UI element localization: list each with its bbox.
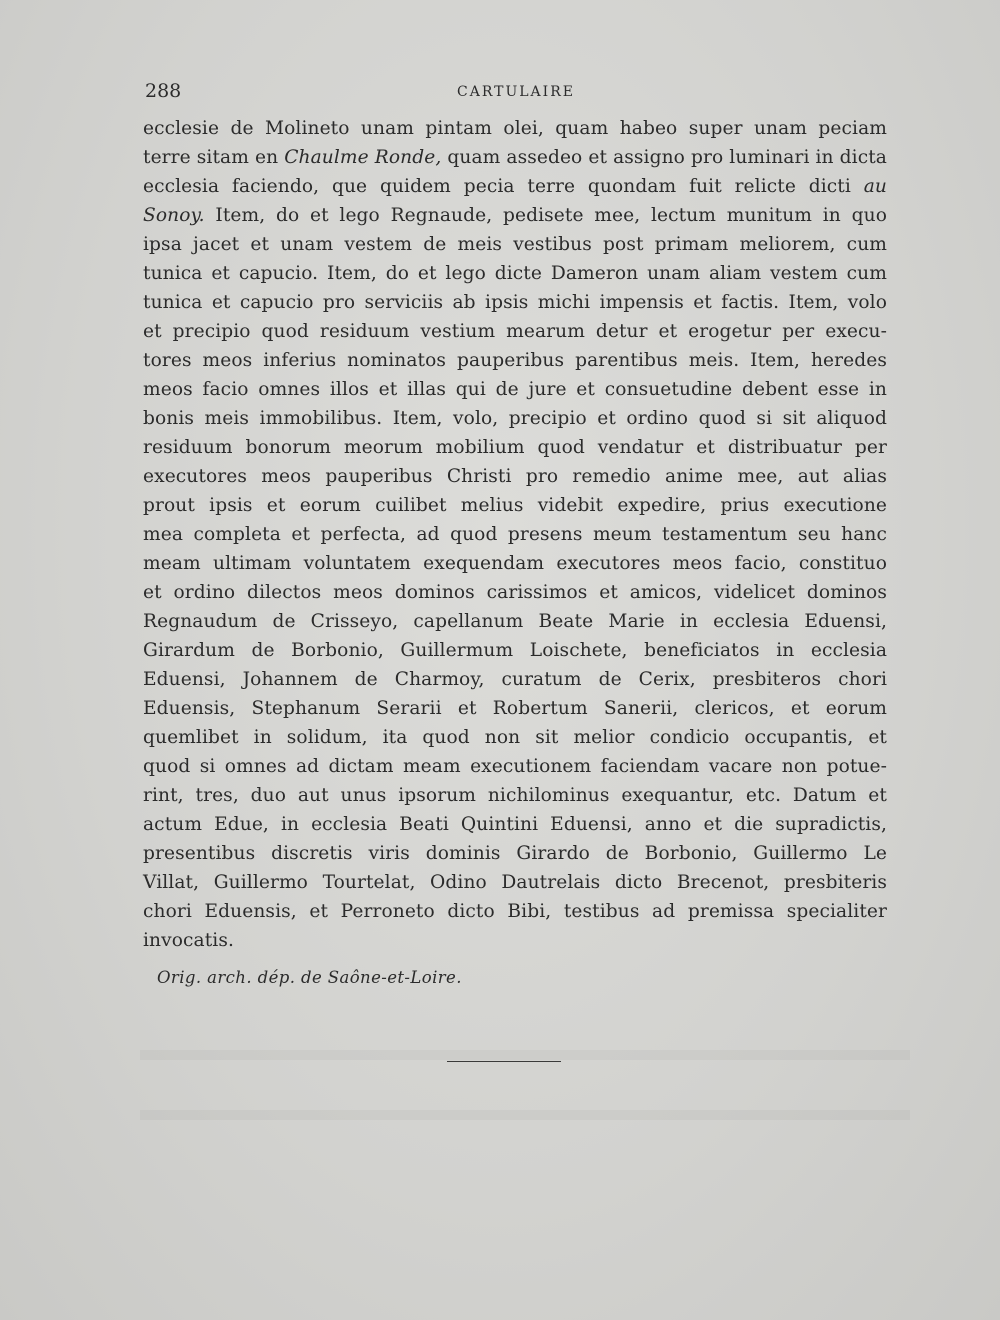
text-line — [143, 897, 887, 926]
text-run: Regnaudum de Crisseyo, capellanum Beate Marie in ecclesia Eduensi, — [143, 611, 887, 632]
text-line — [143, 462, 887, 491]
text-line — [143, 114, 887, 143]
text-run: prout ipsis et eorum cuilibet melius videbit expedire, prius executione — [143, 495, 887, 516]
bleed-through-shadow — [140, 1050, 910, 1060]
text-line — [143, 288, 887, 317]
text-line — [143, 143, 887, 172]
text-run: Eduensis, Stephanum Serarii et Robertum Sanerii, clericos, et eorum — [143, 698, 887, 719]
text-line — [143, 781, 887, 810]
text-line — [143, 752, 887, 781]
text-run: invocatis. — [143, 930, 234, 951]
page-number: 288 — [145, 80, 182, 102]
text-line — [143, 520, 887, 549]
text-run: ecclesia faciendo, que quidem pecia terre quondam fuit relicte dicti — [143, 176, 864, 197]
text-run: actum Edue, in ecclesia Beati Quintini Eduensi, anno et die supradictis, — [143, 814, 887, 835]
text-line — [143, 578, 887, 607]
text-line — [143, 375, 887, 404]
text-line — [143, 549, 887, 578]
text-line — [143, 404, 887, 433]
text-line — [143, 926, 887, 955]
text-line — [143, 259, 887, 288]
text-line — [143, 201, 887, 230]
text-run: ecclesie de Molineto unam pintam olei, quam habeo super unam peciam — [143, 118, 887, 139]
italic-text: Chaulme Ronde, — [284, 147, 442, 168]
text-run: Eduensi, Johannem de Charmoy, curatum de Cerix, presbiteros chori — [143, 669, 887, 690]
text-line — [143, 172, 887, 201]
text-run: quam assedeo et assigno pro luminari in dicta — [441, 147, 887, 168]
text-run: Girardum de Borbonio, Guillermum Loischete, beneficiatos in ecclesia — [143, 640, 887, 661]
bleed-through-shadow — [140, 1110, 910, 1120]
text-run: meam ultimam voluntatem exequendam executores meos facio, constituo — [143, 553, 887, 574]
text-run: terre sitam en — [143, 147, 285, 168]
text-run: quemlibet in solidum, ita quod non sit melior condicio occupantis, et — [143, 727, 887, 748]
text-line — [143, 868, 887, 897]
text-run: bonis meis immobilibus. Item, volo, precipio et ordino quod si sit aliquod — [143, 408, 887, 429]
source-citation: Orig. arch. dép. de Saône-et-Loire. — [157, 968, 462, 987]
text-run: meos facio omnes illos et illas qui de jure et consuetudine debent esse in — [143, 379, 887, 400]
text-run: quod si omnes ad dictam meam executionem faciendam vacare non potue- — [143, 756, 887, 777]
section-rule — [447, 1061, 561, 1062]
text-run: Item, do et lego Regnaude, pedisete mee, lectum munitum in quo — [204, 205, 887, 226]
text-run: executores meos pauperibus Christi pro remedio anime mee, aut alias — [143, 466, 887, 487]
text-line — [143, 694, 887, 723]
text-line — [143, 433, 887, 462]
text-run: et ordino dilectos meos dominos carissimos et amicos, videlicet dominos — [143, 582, 887, 603]
text-run: tunica et capucio pro serviciis ab ipsis michi impensis et factis. Item, volo — [143, 292, 887, 313]
page-header — [145, 80, 885, 106]
text-line — [143, 665, 887, 694]
text-line — [143, 317, 887, 346]
text-line — [143, 723, 887, 752]
text-line — [143, 810, 887, 839]
text-line — [143, 346, 887, 375]
text-line — [143, 636, 887, 665]
text-run: residuum bonorum meorum mobilium quod vendatur et distribuatur per — [143, 437, 887, 458]
body-text — [143, 114, 887, 955]
text-line — [143, 230, 887, 259]
text-run: tunica et capucio. Item, do et lego dicte Dameron unam aliam vestem cum — [143, 263, 887, 284]
text-line — [143, 839, 887, 868]
text-run: mea completa et perfecta, ad quod presens meum testamentum seu hanc — [143, 524, 887, 545]
italic-text: Sonoy. — [143, 205, 205, 226]
text-run: et precipio quod residuum vestium mearum detur et erogetur per execu- — [143, 321, 887, 342]
text-run: chori Eduensis, et Perroneto dicto Bibi, testibus ad premissa specialiter — [143, 901, 887, 922]
text-run: rint, tres, duo aut unus ipsorum nichilominus exequantur, etc. Datum et — [143, 785, 887, 806]
running-head: CARTULAIRE — [457, 84, 575, 100]
italic-text: au — [863, 176, 887, 197]
text-line — [143, 491, 887, 520]
text-line — [143, 607, 887, 636]
text-run: tores meos inferius nominatos pauperibus parentibus meis. Item, heredes — [143, 350, 887, 371]
text-run: presentibus discretis viris dominis Girardo de Borbonio, Guillermo Le — [143, 843, 887, 864]
text-run: Villat, Guillermo Tourtelat, Odino Dautrelais dicto Brecenot, presbiteris — [143, 872, 887, 893]
text-run: ipsa jacet et unam vestem de meis vestibus post primam meliorem, cum — [143, 234, 887, 255]
